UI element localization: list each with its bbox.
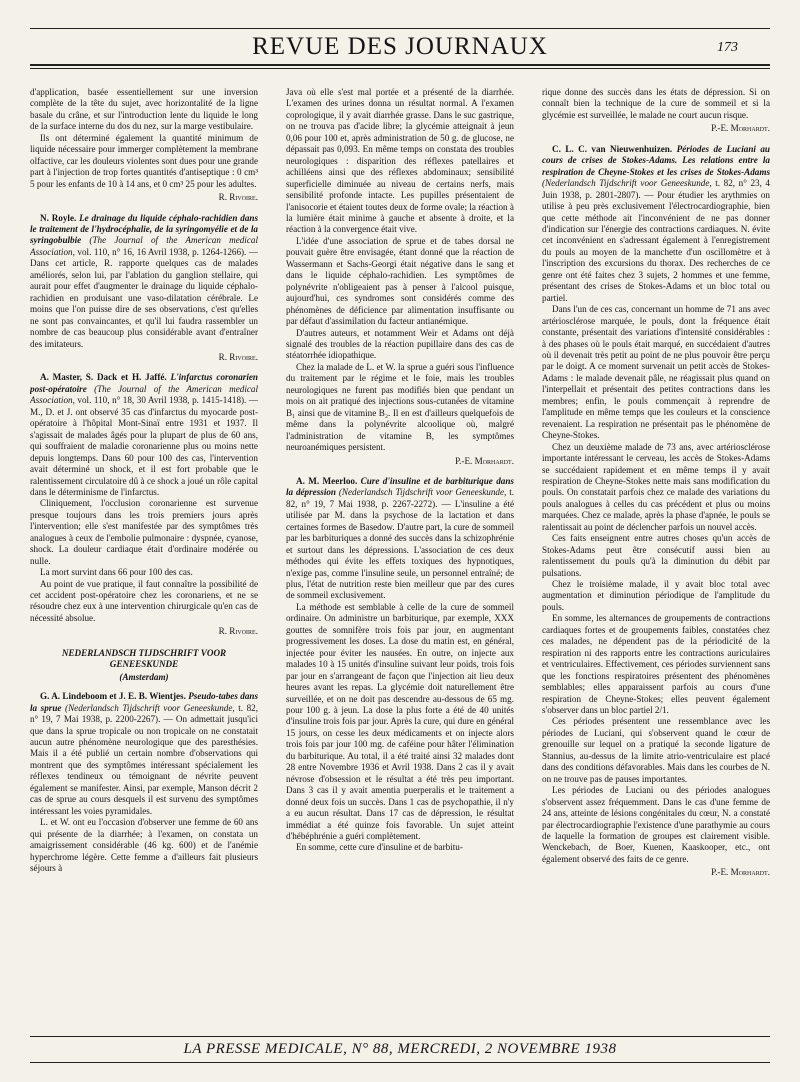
author-signature: R. Rivoire.: [218, 626, 258, 637]
article-title: Le drainage du liquide céphalo-rachidien dans le traitement de l'hydrocéphalie, de la syringomyélie et de la syringobulbie: [30, 212, 258, 246]
paragraph: En somme, cette cure d'insuline et de barbitu-: [296, 842, 463, 853]
author-signature: P.-E. Morhardt.: [711, 123, 770, 134]
article-source: (Nederlandsch Tijdschrift voor Geneeskunde,: [542, 178, 712, 189]
author-signature: R. Rivoire.: [218, 192, 258, 203]
paragraph: La méthode est semblable à celle de la cure de sommeil ordinaire. On administre un barbiturique, par exemple, XXX gouttes de somnifère trois fois par jour, en augmentant progressivement les doses. La dose du matin est, en général, injectée pour éviter les nausées. En outre, on injecte aux malades 10 à 15 unités d'insuline suivant leur poids, trois fois par jour en s'arrangeant de façon que l'injection ait lieu deux heures avant les repas. La glycémie doit naturellement être surveillée, et on ne doit pas descendre au-dessous de 65 mg. pour 100 g. à jeun. La dose la plus forte a été de 40 unités d'insuline trois fois par jour. Après la cure, qui dure en général 15 jours, on cesse les deux médicaments et on injecte alors trois fois par jour 100 mg. de caféine pour hâter l'élimination du barbiturique. Au total, il a été traité ainsi 32 malades dont 28 entre Novembre 1936 et Avril 1938. Dans 2 cas il y avait névrose d'obsession et le résultat a été très peu important. Dans 3 cas il y avait amentia puerperalis et le traitement a donné deux fois un succès. Dans 1 cas de psychopathie, il n'y a eu aucun résultat. Dans 17 cas de dépression, le résultat immédiat a été quinze fois favorable. Un sujet atteint d'hébéphrénie a guéri complètement.: [286, 601, 514, 841]
article-body: t. 82, n° 19, 7 Mai 1938, p. 2267-2272). — L'insuline a été utilisée par M. dans la psychose de la lactation et dans certaines formes de Basedow. D'autre part, la cure de sommeil par les barbituriques a donné des succès dans la schizophrénie et surtout dans les dépressions. L'association de ces deux méthodes qui évite les effets toxiques des hypnotiques, n'exige pas, comme l'insuline seule, un personnel entraîné; de plus, l'état de nutrition reste bien meilleur que par des cures de sommeil exclusivement.: [286, 487, 514, 601]
paragraph: Ces faits enseignent entre autres choses qu'un accès de Stokes-Adams peut être consécutif aussi bien au ralentissement du pouls qu'à la diminution du débit par pulsations.: [542, 533, 770, 578]
column-1: [30, 87, 258, 1041]
section-title: NEDERLANDSCH TIJDSCHRIFT VOOR GENEESKUNDE: [61, 647, 227, 670]
article-entry: [286, 476, 514, 602]
article-entry: [30, 213, 258, 350]
article-body: t. 82, n° 23, 4 Juin 1938, p. 2801-2807). — Pour étudier les arythmies on utilise à peu près exclusivement l'électrocardiographie, bien que cette méthode ait l'inconvénient de ne pas donner d'indication sur l'énergie des contractions cardiaques. N. évite cet inconvénient en s'adressant également à l'enregistrement du pouls au moyen de la manchette d'un oscillomètre et à l'inscription des excursions du thorax. Des recherches de ce genre ont été faites chez 3 sujets, 2 hommes et une femme, présentant des crises de Stokes-Adams et un bloc total ou partiel.: [542, 178, 770, 303]
article-body: t. 82, n° 19, 7 Mai 1938, p. 2200-2267). — On admettait jusqu'ici que dans la sprue tropicale ou non tropicale on ne constatait aucun autre phénomène neurologique que des paresthésies. Mais il a été publié un certain nombre d'observations qui montrent que des symptômes intéressant spécialement les réflexes tendineux ou témoignant de névrite peuvent également se manifester. Ainsi, par exemple, Manson décrit 2 cas de sprue au cours desquels il est survenu des symptômes intéressant les voies pyramidales.: [30, 702, 258, 816]
page-number: 173: [717, 40, 738, 55]
article-title: L'infarctus coronarien post-opératoire: [30, 372, 258, 394]
column-3: [542, 87, 770, 1041]
author-signature: P.-E. Morhardt.: [455, 455, 514, 466]
article-authors: G. A. Lindeboom et J. E. B. Wientjes.: [40, 691, 186, 702]
article-authors: C. L. C. van Nieuwenhuizen.: [552, 143, 673, 154]
page-footer: LA PRESSE MEDICALE, N° 88, MERCREDI, 2 NOVEMBRE 1938: [183, 1041, 617, 1057]
article-body: vol. 110, n° 18, 30 Avril 1938, p. 1415-1418). — M., D. et J. ont observé 35 cas d'infarctus du myocarde post-opératoire à l'hôpital Mont-Sinaï entre 1931 et 1937. Il s'agissait de malades âgés pour la plupart de plus de 60 ans, qui souffraient de maladie coronarienne plus ou moins nette depuis longtemps. Dans 60 pour 100 des cas, l'intervention avait déterminé un shock, et il est fort probable que le ralentissement circulatoire dû à ce shock a joué un rôle capital dans le déterminisme de l'infarctus.: [30, 395, 258, 497]
paragraph: Ils ont déterminé également la quantité minimum de liquide nécessaire pour immerger complètement la membrane olfactive, car les douleurs violentes sont dues pour une grande part à l'injection de trop fortes quantités d'antiseptique : 0 cm³ 5 pour les enfants de 10 à 14 ans, et 0 cm³ 25 pour les adultes.: [30, 132, 258, 189]
paragraph: La mort survint dans 66 pour 100 des cas.: [40, 567, 193, 578]
paragraph: Chez le troisième malade, il y avait bloc total avec augmentation et diminution périodique de l'amplitude du pouls.: [542, 579, 770, 612]
header-bottom-rule: [30, 64, 770, 66]
page-header-title: REVUE DES JOURNAUX: [252, 33, 548, 60]
paragraph: Cliniquement, l'occlusion coronarienne est survenue presque toujours dans les trois premiers jours après l'intervention; elle s'est manifestée par des symptômes très analogues à ceux de l'embolie pulmonaire : dyspnée, cyanose, shock. La douleur cardiaque était d'ordinaire modérée ou nulle.: [30, 498, 258, 566]
paragraph: D'autres auteurs, et notamment Weir et Adams ont déjà signalé des troubles de la réaction pupillaire dans des cas de stéatorrhée idiopathique.: [286, 327, 514, 361]
header-top-rule: [30, 28, 770, 29]
section-subtitle: (Amsterdam): [119, 671, 169, 682]
article-entry: [30, 372, 258, 498]
article-source: (The Journal of the American medical Association,: [30, 235, 258, 257]
article-entry: [542, 144, 770, 304]
paragraph: Chez un deuxième malade de 73 ans, avec artériosclérose importante intéressant le cerveau, les accès de Stokes-Adams se succédaient rapidement et en même temps il y avait respiration de Cheyne-Stokes nette mais sans modification du pouls. On constatait parfois chez ce malade des variations du pouls analogues à celles du cas précédent et plus ou moins marquées. Chez ce malade, après la phase d'apnée, le pouls se ralentissait au point de déclencher parfois un nouvel accès.: [542, 441, 770, 532]
article-source: (The Journal of the American medical Association,: [30, 383, 258, 406]
paragraph: L'idée d'une association de sprue et de tabes dorsal ne pouvait guère être envisagée, étant donné que la réaction de Wassermann et Sachs-Georgi était négative dans le sang et dans le liquide céphalo-rachidien. Les symptômes de polynévrite n'obligeaient pas à penser à l'alcool puisque, aujourd'hui, ces syndromes sont considérés comme des phénomènes de déficience par alimentation insuffisante ou par défaut d'assimilation du facteur antianémique.: [286, 235, 514, 327]
paragraph: Java où elle s'est mal portée et a présenté de la diarrhée. L'examen des urines donna un résultat normal. A l'examen coprologique, il y avait diarrhée grasse. Dans le suc gastrique, on ne trouva pas d'acide libre; la glycémie atteignait à jeun 0,06 pour 100 et, après administration de 50 g. de glucose, ne dépassait pas 0,093. En même temps on constata des troubles neurologiques : disparition des réflexes patellaires et achilléens ainsi que des réflexes abdominaux; sensibilité superficielle diminuée au niveau de certains nerfs, mais sensibilité profonde intacte. Les pupilles présentaient de l'anisocorie et étaient toutes deux de forme ovale; la réaction à la lumière était minime à gauche et absente à droite, et la réaction à la convergence était vive.: [286, 87, 514, 235]
author-signature: P.-E. Morhardt.: [711, 867, 770, 878]
author-signature: R. Rivoire.: [218, 351, 258, 362]
article-body: vol. 110, n° 16, 16 Avril 1938, p. 1264-1266). — Dans cet article, R. rapporte quelques cas de malades améliorés, selon lui, par l'ablation du ganglion stellaire, qui aurait pour effet d'augmenter le drainage du liquide céphalo-rachidien en produisant une vaso-dilatation cérébrale. Le moins que l'on puisse dire de ses observations, c'est qu'elles ne sont pas convaincantes, et qu'il lui faudra rassembler un nombre de cas beaucoup plus considérable avant d'entraîner des imitateurs.: [30, 246, 258, 349]
paragraph: En somme, les alternances de groupements de contractions cardiaques fortes et de groupements faibles, constatées chez ces malades, ne dépendent pas de la périodicité de la respiration ni des rapports entre les contractions auriculaires et ventriculaires. Effectivement, ces périodes surviennent sans que les fonctions respiratoires présentent des phénomènes semblables; elles apparaissent parfois au cours d'une respiration de Cheyne-Stokes; elles peuvent également s'observer dans un bloc partiel 2/1.: [542, 613, 770, 716]
article-title: Cure d'insuline et de barbiturique dans la dépression: [286, 475, 514, 498]
article-authors: A. M. Meerloo.: [296, 475, 358, 486]
article-source: (Nederlandsch Tijdschrift voor Geneeskunde,: [65, 702, 235, 713]
article-title: Périodes de Luciani au cours de crises de Stokes-Adams. Les relations entre la respiration de Cheyne-Stokes et les crises de Stokes-Adams: [542, 143, 770, 177]
paragraph: Ces périodes présentent une ressemblance avec les périodes de Luciani, qui s'observent quand le cœur de grenouille sur lequel on a pratiqué la seconde ligature de Stannius, au-dessus de la limite atrio-ventriculaire est placé dans des conditions défavorables. Mais dans les courbes de N. on ne trouve pas de pauses importantes.: [542, 716, 770, 784]
footer-bottom-rule: [30, 1062, 770, 1063]
paragraph: Au point de vue pratique, il faut connaître la possibilité de cet accident post-opératoire chez les coronariens, et ne se résoudre chez eux à une intervention chirurgicale qu'en cas de nécessité absolue.: [30, 578, 258, 623]
article-entry: [30, 691, 258, 817]
footer-top-rule: [30, 1036, 770, 1037]
header-bottom-rule-thin: [30, 68, 770, 69]
article-title: Pseudo-tabes dans la sprue: [30, 691, 258, 713]
article-source: (Nederlandsch Tijdschrift voor Geneeskunde,: [338, 487, 507, 498]
paragraph: Chez la malade de L. et W. la sprue a guéri sous l'influence du traitement par le régime et le foie, mais les troubles neurologiques ne furent pas modifiés bien que pendant un mois on ait pratiqué des injections sous-cutanées de vitamine B₁ ainsi que de vitamine B₂. Il en est d'ailleurs quelquefois de même dans la polynévrite alcoolique où, malgré l'administration de vitamine B, les symptômes neuroanémiques persistent.: [286, 361, 514, 453]
article-authors: N. Royle.: [40, 212, 77, 223]
paragraph: Dans l'un de ces cas, concernant un homme de 71 ans avec artériosclérose marquée, le pouls, dont la fréquence était constante, présentait des variations d'intensité considérables : à des phases où le pouls était marqué, en succédaient d'autres où il devenait très petit au point de ne plus pouvoir être perçu par le doigt. A ce moment survenait un petit accès de Stokes-Adams : le malade devenait pâle, ne réagissait plus quand on l'interpellait et présentait des petites contractions dans les membres; enfin, le pouls commençait à reprendre de l'amplitude en même temps que les couleurs et la conscience revenaient. La respiration ne présentait pas le phénomène de Cheyne-Stokes.: [542, 304, 770, 441]
paragraph: Les périodes de Luciani ou des périodes analogues s'observent assez fréquemment. Dans le cas d'une femme de 24 ans, atteinte de lésions congénitales du cœur, N. a constaté par électrocardiographie l'existence d'une parathymie au cours de laquelle la formation de groupes est clairement visible. Wenckebach, de Boer, Kuenen, Kaaskooper, etc., ont également observé des faits de ce genre.: [542, 785, 770, 864]
paragraph: d'application, basée essentiellement sur une inversion complète de la tête du sujet, avec horizontalité de la ligne basale du crâne, et sur l'introduction lente du liquide le long de la surface interne du dos du nez, sur la marge vestibulaire.: [30, 87, 258, 132]
paragraph: L. et W. ont eu l'occasion d'observer une femme de 60 ans qui présente de la diarrhée; à l'examen, on constata un amaigrissement considérable (46 kg. 600) et de l'anémie hyperchrome légère. Cette femme a d'ailleurs fait plusieurs séjours à: [30, 817, 258, 873]
article-authors: A. Master, S. Dack et H. Jaffé.: [40, 372, 167, 383]
column-2: [286, 87, 514, 1041]
paragraph: rique donne des succès dans les états de dépression. Si on connaît bien la technique de la cure de sommeil et si la glycémie est surveillée, le malade ne court aucun risque.: [542, 87, 770, 120]
